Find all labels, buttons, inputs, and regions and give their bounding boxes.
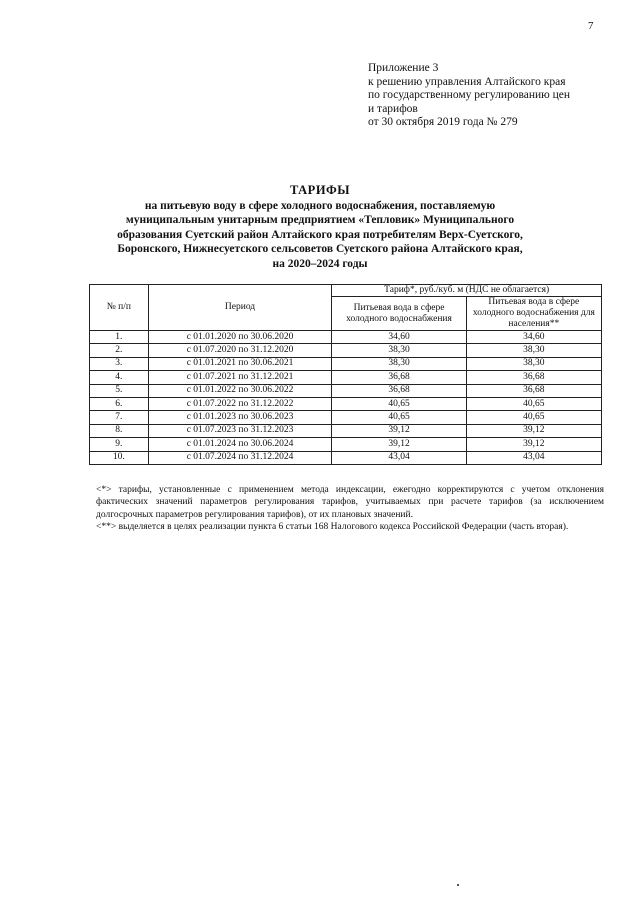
title-line: муниципальным унитарным предприятием «Тепловик» Муниципального: [125, 214, 515, 226]
row-number: 10.: [90, 451, 149, 464]
table-row: [90, 424, 602, 437]
header-period: Период: [148, 285, 332, 331]
row-period: с 01.01.2024 по 30.06.2024: [148, 438, 332, 451]
header-num: № п/п: [90, 285, 149, 331]
row-number: 6.: [90, 397, 149, 410]
row-tariff-cold-water: 36,68: [332, 371, 466, 384]
row-number: 4.: [90, 371, 149, 384]
row-period: с 01.01.2023 по 30.06.2023: [148, 411, 332, 424]
row-tariff-cold-water: 34,60: [332, 331, 466, 344]
row-period: с 01.07.2021 по 31.12.2021: [148, 371, 332, 384]
header-tariff-group: Тариф*, руб./куб. м (НДС не облагается): [332, 285, 602, 297]
row-number: 8.: [90, 424, 149, 437]
table-row: [90, 384, 602, 397]
footnote: <**> выделяется в целях реализации пункта 6 статьи 168 Налогового кодекса Российской Федерации (часть вторая).: [96, 522, 569, 533]
row-number: 3.: [90, 357, 149, 370]
appendix-line: к решению управления Алтайского края: [368, 75, 566, 88]
row-tariff-population: 40,65: [466, 411, 601, 424]
table-row: [90, 371, 602, 384]
title-line: на питьевую воду в сфере холодного водоснабжения, поставляемую: [144, 199, 496, 212]
appendix-block: [368, 62, 618, 130]
row-period: с 01.01.2020 по 30.06.2020: [148, 331, 332, 344]
row-tariff-population: 43,04: [466, 451, 601, 464]
table-row: [90, 438, 602, 451]
appendix-line: от 30 октября 2019 года № 279: [368, 116, 518, 128]
row-period: с 01.07.2020 по 31.12.2020: [148, 344, 332, 357]
row-period: с 01.07.2022 по 31.12.2022: [148, 397, 332, 410]
row-tariff-cold-water: 38,30: [332, 344, 466, 357]
appendix-line: и тарифов: [368, 102, 418, 115]
row-tariff-cold-water: 39,12: [332, 424, 466, 437]
title-line: на 2020–2024 годы: [272, 257, 368, 270]
row-tariff-cold-water: 40,65: [332, 411, 466, 424]
header-cold-water-population: Питьевая вода в сфере холодного водоснабжения для населения**: [466, 297, 601, 331]
row-tariff-population: 36,68: [466, 384, 601, 397]
title-line: образования Суетский район Алтайского края потребителям Верх-Суетского,: [117, 228, 523, 241]
row-tariff-population: 39,12: [466, 438, 601, 451]
table-row: [90, 397, 602, 410]
title-main: ТАРИФЫ: [289, 183, 351, 197]
row-period: с 01.07.2024 по 31.12.2024: [148, 451, 332, 464]
row-tariff-cold-water: 36,68: [332, 384, 466, 397]
footnote: <*> тарифы, установленные с применением метода индексации, ежегодно корректируются с учетом отклонения фактических значений параметров регулирования тарифов, учитываемых при расчете тарифов (за исключением долгосрочных параметров регулирования тарифов), от их плановых значений.: [96, 485, 604, 520]
document-title: [90, 183, 550, 271]
scan-dot: [457, 884, 459, 886]
title-line: Боронского, Нижнесуетского сельсоветов Суетского района Алтайского края,: [117, 243, 523, 255]
table-row: [90, 331, 602, 344]
row-number: 5.: [90, 384, 149, 397]
row-tariff-cold-water: 40,65: [332, 397, 466, 410]
table-row: [90, 344, 602, 357]
row-tariff-population: 38,30: [466, 357, 601, 370]
row-tariff-population: 36,68: [466, 371, 601, 384]
row-period: с 01.01.2022 по 30.06.2022: [148, 384, 332, 397]
appendix-line: по государственному регулированию цен: [368, 89, 571, 101]
row-number: 1.: [90, 331, 149, 344]
row-tariff-cold-water: 39,12: [332, 438, 466, 451]
row-number: 9.: [90, 438, 149, 451]
row-number: 7.: [90, 411, 149, 424]
table-row: [90, 411, 602, 424]
row-period: с 01.01.2021 по 30.06.2021: [148, 357, 332, 370]
row-tariff-population: 39,12: [466, 424, 601, 437]
appendix-line: Приложение 3: [368, 62, 439, 74]
row-number: 2.: [90, 344, 149, 357]
table-row: [90, 451, 602, 464]
row-tariff-population: 38,30: [466, 344, 601, 357]
tariff-table: [89, 284, 602, 465]
footnotes: [96, 484, 604, 534]
row-tariff-population: 40,65: [466, 397, 601, 410]
page-number: 7: [588, 20, 594, 32]
row-tariff-population: 34,60: [466, 331, 601, 344]
table-row: [90, 357, 602, 370]
row-period: с 01.07.2023 по 31.12.2023: [148, 424, 332, 437]
row-tariff-cold-water: 43,04: [332, 451, 466, 464]
row-tariff-cold-water: 38,30: [332, 357, 466, 370]
header-cold-water: Питьевая вода в сфере холодного водоснабжения: [332, 297, 466, 331]
